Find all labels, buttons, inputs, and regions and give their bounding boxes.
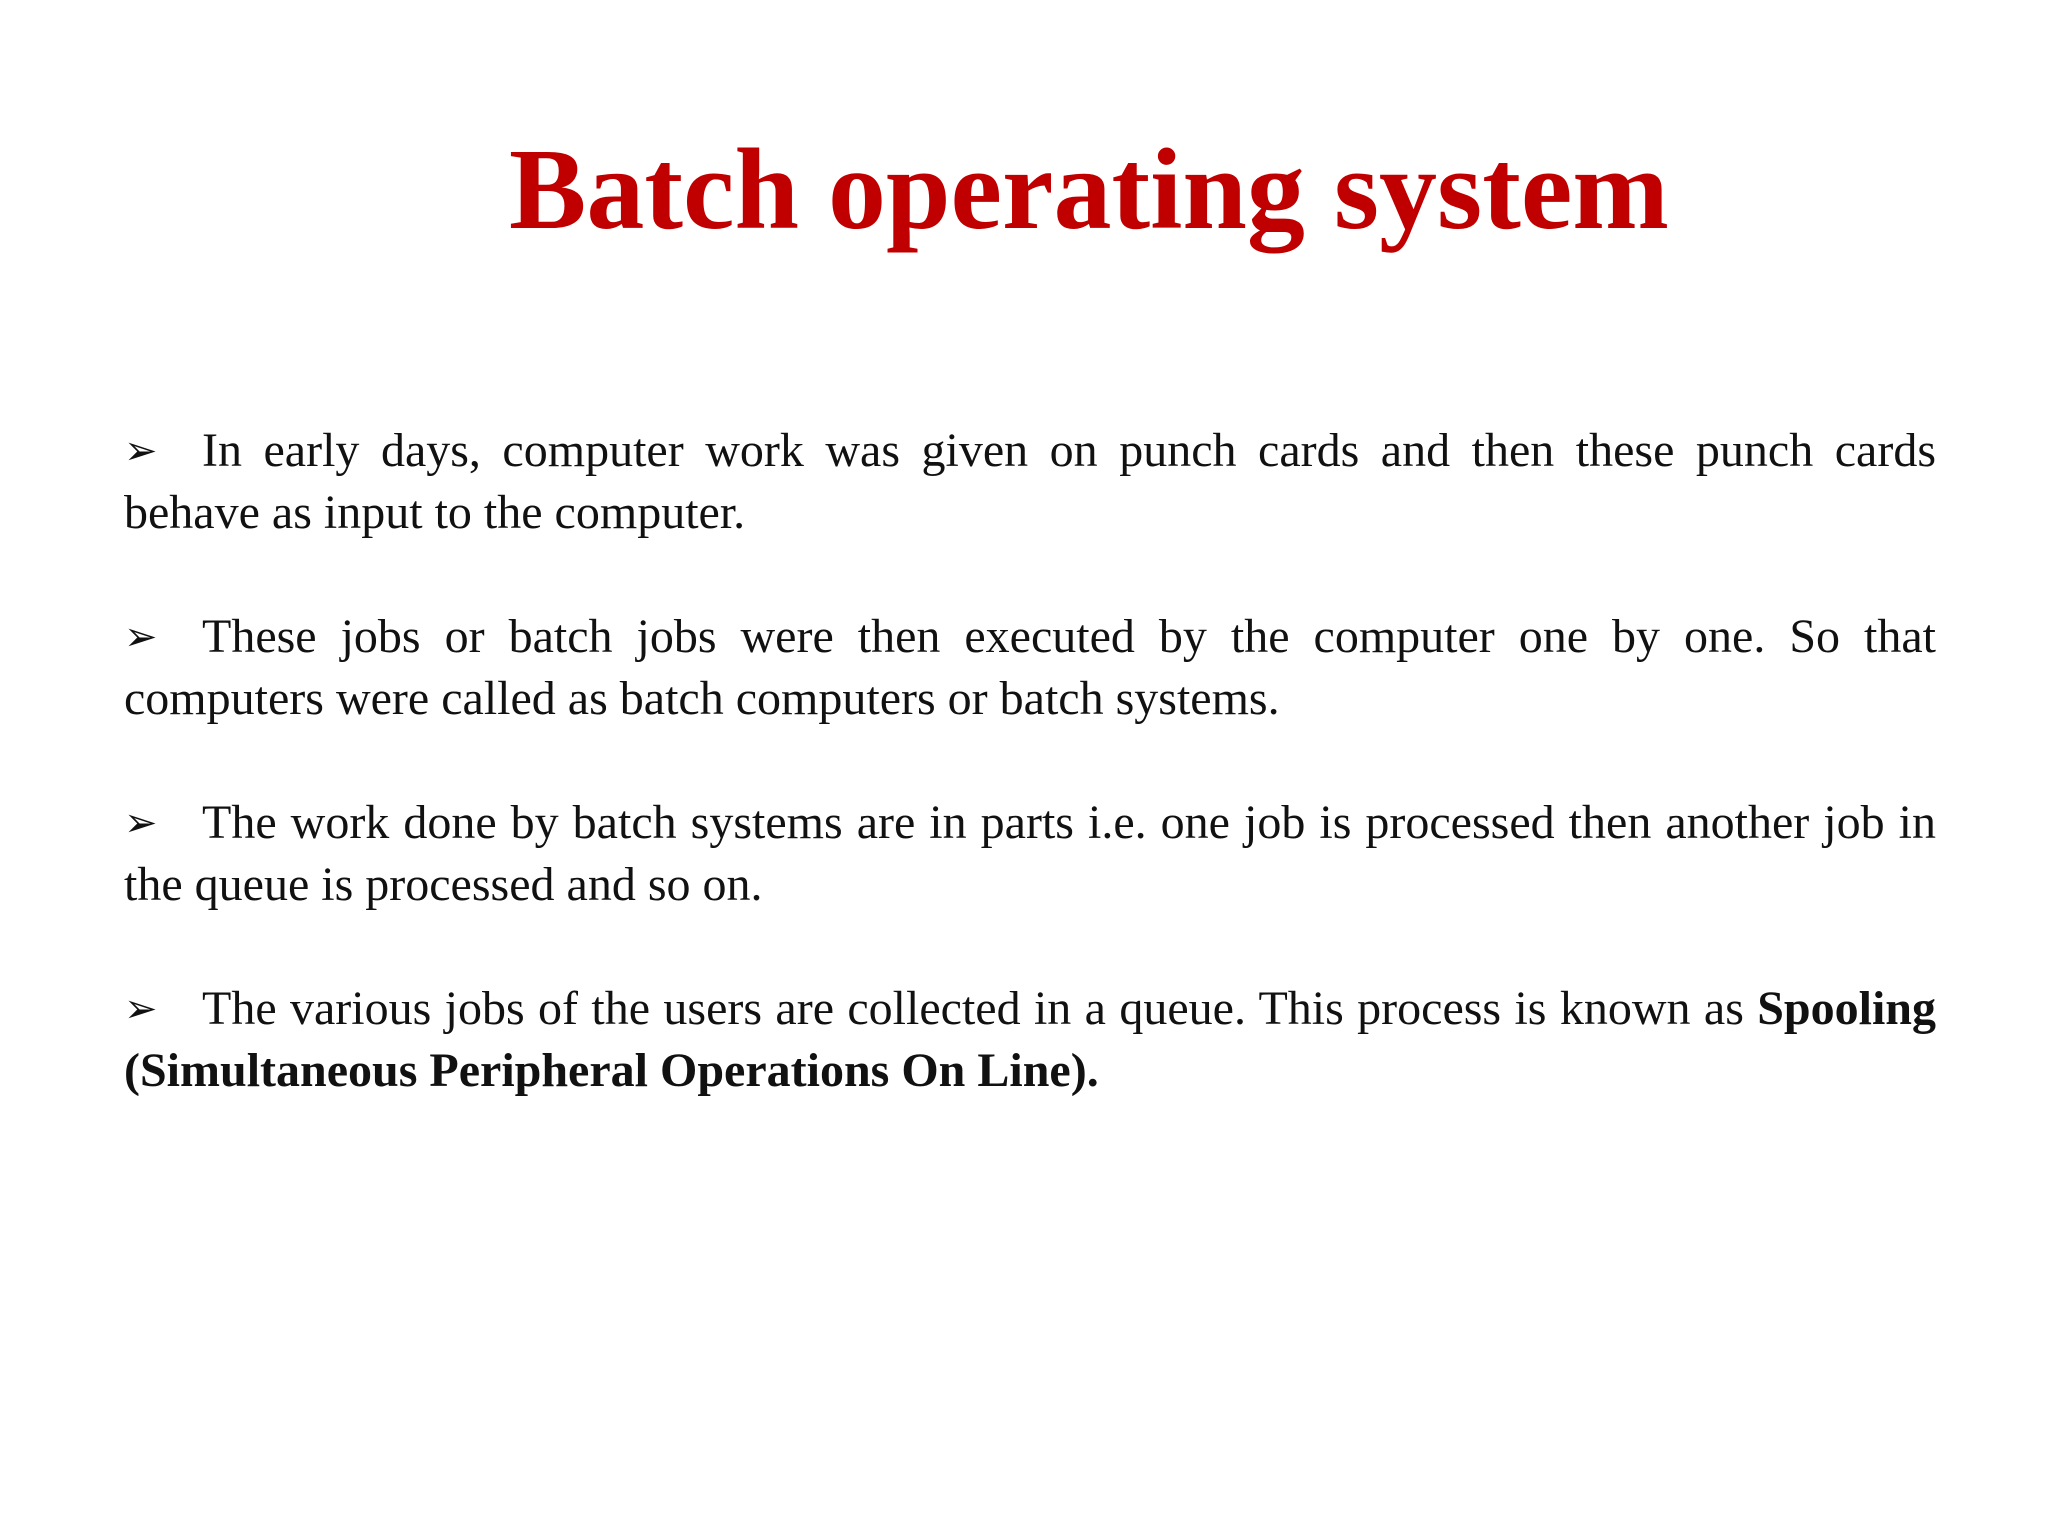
bullet-text-4: The various jobs of the users are collected in a queue. This process is known as: [202, 982, 1758, 1035]
bullet-text-3: The work done by batch systems are in parts i.e. one job is processed then another job in the queue is processed and so on.: [124, 796, 1936, 911]
arrow-bullet-icon: ➢: [124, 428, 158, 473]
bullet-item-2: [124, 606, 1936, 730]
bullet-list: [124, 420, 1936, 1164]
bullet-item-1: [124, 420, 1936, 544]
arrow-bullet-icon: ➢: [124, 800, 158, 845]
arrow-bullet-icon: ➢: [124, 614, 158, 659]
bullet-text-2: These jobs or batch jobs were then executed by the computer one by one. So that computers were called as batch computers or batch systems.: [124, 610, 1936, 725]
slide-title: Batch operating system: [509, 126, 1669, 254]
spooling-term: Spooling (Simultaneous Peripheral Operations On Line).: [124, 982, 1936, 1097]
bullet-text-1: In early days, computer work was given on punch cards and then these punch cards behave as input to the computer.: [124, 424, 1936, 539]
bullet-item-4: [124, 978, 1936, 1102]
bullet-item-3: [124, 792, 1936, 916]
arrow-bullet-icon: ➢: [124, 986, 158, 1031]
